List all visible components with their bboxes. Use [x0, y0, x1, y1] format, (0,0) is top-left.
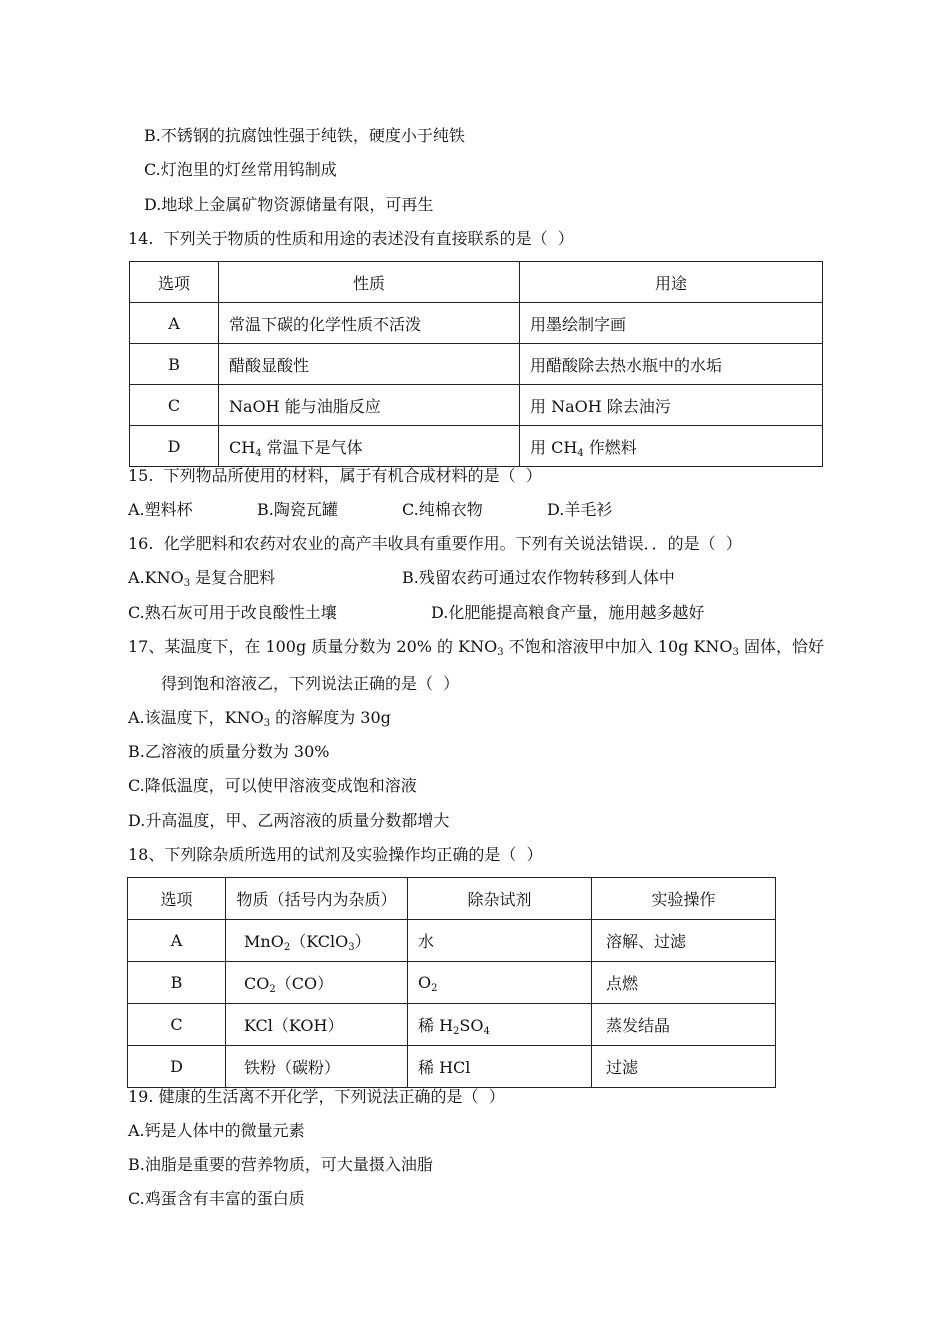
q13-option-d: D.地球上金属矿物资源储量有限，可再生 — [144, 195, 434, 214]
q17-stem-line2: 得到饱和溶液乙，下列说法正确的是（ ） — [161, 674, 460, 693]
row-reagent: $O_2$ — [408, 962, 592, 1004]
q17-stem-line1: 17、某温度下，在 100g 质量分数为 20% 的 $KNO_3$ 不饱和溶液甲中加入 10g $KNO_3$ 固体，恰好 — [128, 637, 824, 658]
row-option: D — [128, 1046, 226, 1088]
header-option: 选项 — [128, 878, 226, 920]
row-use: 用醋酸除去热水瓶中的水垢 — [520, 344, 823, 385]
q17-option-d: D.升高温度，甲、乙两溶液的质量分数都增大 — [128, 811, 450, 830]
q14-stem: 14. 下列关于物质的性质和用途的表述没有直接联系的是（ ） — [128, 229, 574, 248]
row-option: B — [130, 344, 219, 385]
q15-option-b: B.陶瓷瓦罐 — [257, 500, 338, 519]
row-property: 常温下碳的化学性质不活泼 — [219, 303, 520, 344]
q17-option-b: B.乙溶液的质量分数为 30% — [128, 742, 330, 761]
header-option: 选项 — [130, 262, 219, 303]
row-option: C — [130, 385, 219, 426]
header-reagent: 除杂试剂 — [408, 878, 592, 920]
row-reagent: 稀 $H_2SO_4$ — [408, 1004, 592, 1046]
row-material: 铁粉（碳粉） — [226, 1046, 408, 1088]
table-row — [128, 962, 776, 1004]
row-material: KCl（KOH） — [226, 1004, 408, 1046]
table-row — [128, 920, 776, 962]
q16-option-b: B.残留农药可通过农作物转移到人体中 — [402, 568, 675, 587]
row-operation: 蒸发结晶 — [592, 1004, 776, 1046]
q17-option-a: A.该温度下，$KNO_3$ 的溶解度为 30g — [128, 708, 391, 729]
row-operation: 点燃 — [592, 962, 776, 1004]
header-operation: 实验操作 — [592, 878, 776, 920]
q19-option-b: B.油脂是重要的营养物质，可大量摄入油脂 — [128, 1155, 433, 1174]
q17-option-c: C.降低温度，可以使甲溶液变成饱和溶液 — [128, 776, 417, 795]
table-row — [130, 426, 823, 467]
row-material: $CO_2(CO)$ — [226, 962, 408, 1004]
table-row — [130, 385, 823, 426]
row-property: 醋酸显酸性 — [219, 344, 520, 385]
row-property: $CH_4$ 常温下是气体 — [219, 426, 520, 467]
q16-option-c: C.熟石灰可用于改良酸性土壤 — [128, 603, 337, 622]
row-option: A — [130, 303, 219, 344]
q13-option-b: B.不锈钢的抗腐蚀性强于纯铁，硬度小于纯铁 — [144, 126, 465, 145]
q15-stem: 15. 下列物品所使用的材料，属于有机合成材料的是（ ） — [128, 466, 542, 485]
row-option: B — [128, 962, 226, 1004]
q15-option-d: D.羊毛衫 — [547, 500, 613, 519]
header-use: 用途 — [520, 262, 823, 303]
table-header-row — [130, 262, 823, 303]
q16-option-d: D.化肥能提高粮食产量，施用越多越好 — [431, 603, 705, 622]
row-option: D — [130, 426, 219, 467]
row-use: 用 NaOH 除去油污 — [520, 385, 823, 426]
q15-option-c: C.纯棉衣物 — [402, 500, 483, 519]
q13-option-c: C.灯泡里的灯丝常用钨制成 — [144, 160, 337, 179]
q19-option-c: C.鸡蛋含有丰富的蛋白质 — [128, 1189, 305, 1208]
q18-table — [127, 877, 776, 1088]
q15-option-a: A.塑料杯 — [128, 500, 193, 519]
row-reagent: 稀 HCl — [408, 1046, 592, 1088]
row-material: MnO$_2$（KClO$_3$） — [226, 920, 408, 962]
row-option: C — [128, 1004, 226, 1046]
header-property: 性质 — [219, 262, 520, 303]
row-operation: 过滤 — [592, 1046, 776, 1088]
row-option: A — [128, 920, 226, 962]
q19-option-a: A.钙是人体中的微量元素 — [128, 1121, 305, 1140]
q18-stem: 18、下列除杂质所选用的试剂及实验操作均正确的是（ ） — [128, 845, 543, 864]
q16-option-a: $A.KNO_3$ 是复合肥料 — [128, 568, 276, 589]
row-property: NaOH 能与油脂反应 — [219, 385, 520, 426]
table-header-row — [128, 878, 776, 920]
table-row — [128, 1046, 776, 1088]
row-use: 用 $CH_4$ 作燃料 — [520, 426, 823, 467]
q16-stem: 16. 化学肥料和农药对农业的高产丰收具有重要作用。下列有关说法错误．．的是（ ） — [128, 534, 742, 553]
header-material: 物质（括号内为杂质） — [226, 878, 408, 920]
q19-stem: 19. 健康的生活离不开化学，下列说法正确的是（ ） — [128, 1087, 505, 1106]
row-operation: 溶解、过滤 — [592, 920, 776, 962]
table-row — [130, 303, 823, 344]
table-row — [130, 344, 823, 385]
q14-table — [129, 261, 823, 467]
table-row — [128, 1004, 776, 1046]
row-use: 用墨绘制字画 — [520, 303, 823, 344]
row-reagent: 水 — [408, 920, 592, 962]
